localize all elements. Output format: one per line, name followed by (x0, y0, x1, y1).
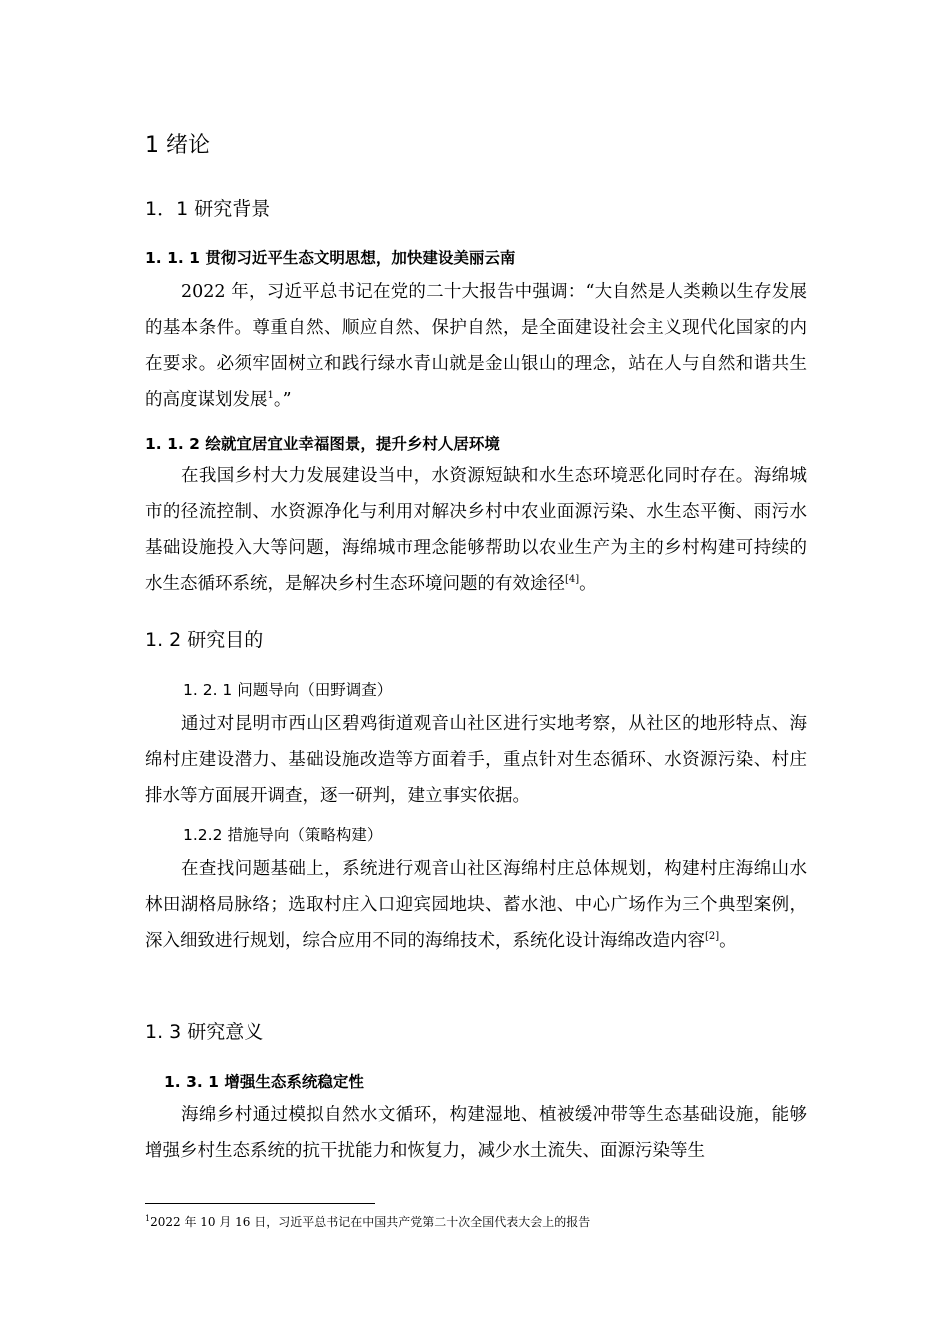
paragraph-1-2-2 (145, 851, 807, 959)
citation-reference: [2] (705, 931, 720, 943)
paragraph-end: 。 (579, 574, 597, 594)
subsection-heading-1-2-1: 1. 2. 1 问题导向（田野调查） (183, 681, 393, 699)
subsection-heading-1-3-1: 1. 3. 1 增强生态系统稳定性 (164, 1073, 364, 1091)
footnote (145, 1213, 590, 1230)
paragraph-text: 2022 年，习近平总书记在党的二十大报告中强调：“大自然是人类赖以生存发展的基本条件。尊重自然、顺应自然、保护自然，是全面建设社会主义现代化国家的内在要求。必须牢固树立和践行绿水青山就是金山银山的理念，站在人与自然和谐共生的高度谋划发展 (145, 282, 807, 410)
paragraph-text: 在查找问题基础上，系统进行观音山社区海绵村庄总体规划，构建村庄海绵山水林田湖格局脉络；选取村庄入口迎宾园地块、蓄水池、中心广场作为三个典型案例，深入细致进行规划，综合应用不同的海绵技术，系统化设计海绵改造内容 (145, 859, 807, 951)
paragraph-text: 在我国乡村大力发展建设当中，水资源短缺和水生态环境恶化同时存在。海绵城市的径流控制、水资源净化与利用对解决乡村中农业面源污染、水生态平衡、雨污水基础设施投入大等问题，海绵城市理念能够帮助以农业生产为主的乡村构建可持续的水生态循环系统，是解决乡村生态环境问题的有效途径 (145, 466, 807, 594)
paragraph-1-1-1 (145, 274, 807, 418)
paragraph-1-1-2 (145, 458, 807, 602)
paragraph-end: 。 (719, 931, 737, 951)
section-heading-1-3: 1. 3 研究意义 (145, 1021, 264, 1043)
subsection-heading-1-1-1: 1. 1. 1 贯彻习近平生态文明思想，加快建设美丽云南 (145, 249, 516, 267)
subsection-heading-1-1-2: 1. 1. 2 绘就宜居宜业幸福图景，提升乡村人居环境 (145, 435, 500, 453)
section-heading-1-2: 1. 2 研究目的 (145, 629, 264, 651)
subsection-heading-1-2-2: 1.2.2 措施导向（策略构建） (183, 826, 383, 844)
footnote-mark: 1 (145, 1214, 151, 1223)
footnote-text: 2022 年 10 月 16 日，习近平总书记在中国共产党第二十次全国代表大会上的报告 (150, 1215, 591, 1229)
chapter-title: 1 绪论 (145, 133, 210, 158)
paragraph-1-3-1: 海绵乡村通过模拟自然水文循环，构建湿地、植被缓冲带等生态基础设施，能够增强乡村生态系统的抗干扰能力和恢复力，减少水土流失、面源污染等生 (145, 1105, 807, 1161)
section-heading-1-1: 1．1 研究背景 (145, 198, 271, 220)
paragraph-end: 。” (273, 390, 292, 410)
footnote-reference: 1 (267, 390, 274, 402)
citation-reference: [4] (565, 574, 580, 586)
footnote-separator (145, 1203, 375, 1204)
paragraph-1-2-1: 通过对昆明市西山区碧鸡街道观音山社区进行实地考察，从社区的地形特点、海绵村庄建设潜力、基础设施改造等方面着手，重点针对生态循环、水资源污染、村庄排水等方面展开调查，逐一研判，建立事实依据。 (145, 714, 807, 806)
